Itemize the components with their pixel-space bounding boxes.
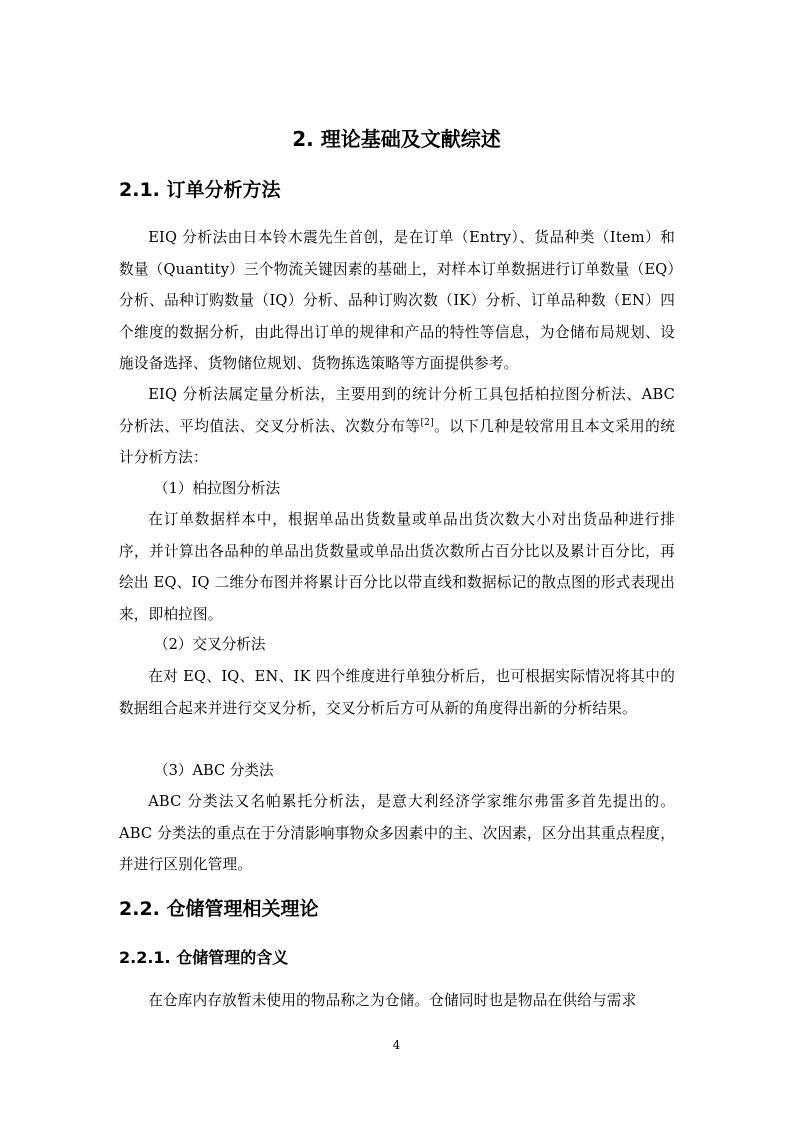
paragraph-storage-definition: 在仓库内存放暂未使用的物品称之为仓储。仓储同时也是物品在供给与需求 bbox=[148, 992, 637, 1009]
paragraph-pareto: 在订单数据样本中，根据单品出货数量或单品出货次数大小对出货品种进行排序，并计算出各品种的单品出货数量或单品出货次数所占百分比以及累计百分比，再绘出 EQ、IQ 二维分布图并将累计百分比以带直线和数据标记的散点图的形式表现出来，即柏拉图。 bbox=[119, 511, 675, 623]
chapter-title: 2. 理论基础及文献综述 bbox=[292, 127, 501, 151]
citation-ref: [2] bbox=[420, 417, 434, 428]
method-label-pareto: （1）柏拉图分析法 bbox=[154, 480, 281, 497]
method-label-abc: （3）ABC 分类法 bbox=[154, 762, 274, 779]
paragraph-eiq-tools-text: EIQ 分析法属定量分析法，主要用到的统计分析工具包括柏拉图分析法、ABC 分析法、平均值法、交叉分析法、次数分布等 bbox=[119, 386, 675, 435]
method-label-cross: （2）交叉分析法 bbox=[154, 636, 266, 653]
paragraph-eiq-tools-text-end: 。以下几种是较常用且本文采用的统计分析方法： bbox=[119, 417, 675, 466]
subsection-heading-2-2-1: 2.2.1. 仓储管理的含义 bbox=[119, 948, 289, 967]
paragraph-eiq-intro: EIQ 分析法由日本铃木震先生首创，是在订单（Entry）、货品种类（Item）和数量（Quantity）三个物流关键因素的基础上，对样本订单数据进行订单数量（EQ）分析、品种订购数量（IQ）分析、品种订购次数（IK）分析、订单品种数（EN）四个维度的数据分析，由此得出订单的规律和产品的特性等信息，为仓储布局规划、设施设备选择、货物储位规划、货物拣选策略等方面提供参考。 bbox=[119, 229, 675, 372]
page-number: 4 bbox=[392, 1038, 401, 1052]
paragraph-eiq-tools bbox=[119, 379, 675, 474]
section-heading-2-2: 2.2. 仓储管理相关理论 bbox=[119, 898, 319, 920]
paragraph-cross: 在对 EQ、IQ、EN、IK 四个维度进行单独分析后，也可根据实际情况将其中的数据组合起来并进行交叉分析，交叉分析后方可从新的角度得出新的分析结果。 bbox=[119, 668, 675, 717]
paragraph-abc: ABC 分类法又名帕累托分析法，是意大利经济学家维尔弗雷多首先提出的。ABC 分类法的重点在于分清影响事物众多因素中的主、次因素，区分出其重点程度，并进行区别化管理。 bbox=[119, 793, 675, 873]
section-heading-2-1: 2.1. 订单分析方法 bbox=[119, 179, 281, 201]
